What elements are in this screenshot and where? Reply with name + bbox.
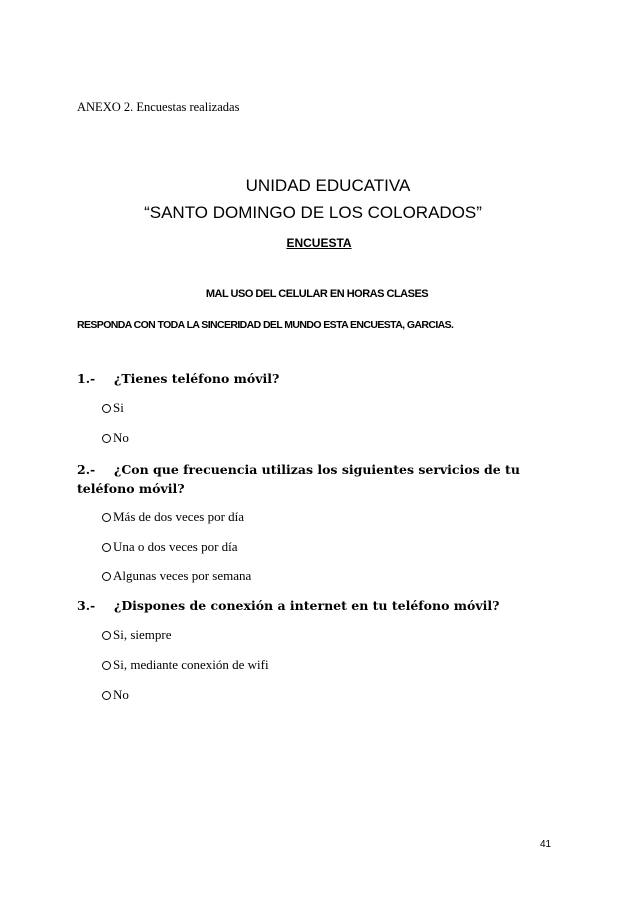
option-label: Si xyxy=(113,400,124,415)
survey-instruction: RESPONDA CON TODA LA SINCERIDAD DEL MUNDO ESTA ENCUESTA, GARCIAS. xyxy=(77,319,454,331)
option-q2-2[interactable] xyxy=(102,539,238,555)
school-name-line1: UNIDAD EDUCATIVA xyxy=(245,176,411,195)
school-name-line2: “SANTO DOMINGO DE LOS COLORADOS” xyxy=(144,203,482,222)
option-q3-2[interactable] xyxy=(102,657,269,673)
radio-icon[interactable] xyxy=(102,661,111,670)
question-text: ¿Con que frecuencia utilizas los siguientes servicios de tu teléfono móvil? xyxy=(77,462,520,496)
option-q1-2[interactable] xyxy=(102,430,129,446)
option-label: Una o dos veces por día xyxy=(113,539,238,554)
radio-icon[interactable] xyxy=(102,434,111,443)
option-label: Si, siempre xyxy=(113,627,172,642)
option-q1-1[interactable] xyxy=(102,400,124,416)
radio-icon[interactable] xyxy=(102,572,111,581)
question-2 xyxy=(77,460,557,498)
option-label: No xyxy=(113,430,129,445)
option-label: No xyxy=(113,687,129,702)
option-q3-3[interactable] xyxy=(102,687,129,703)
option-label: Algunas veces por semana xyxy=(113,568,252,583)
annex-heading: ANEXO 2. Encuestas realizadas xyxy=(77,100,240,114)
option-q3-1[interactable] xyxy=(102,627,172,643)
option-label: Si, mediante conexión de wifi xyxy=(113,657,269,672)
radio-icon[interactable] xyxy=(102,513,111,522)
radio-icon[interactable] xyxy=(102,543,111,552)
radio-icon[interactable] xyxy=(102,631,111,640)
option-q2-1[interactable] xyxy=(102,509,244,525)
question-number: 1.- xyxy=(77,371,96,386)
question-number: 2.- xyxy=(77,462,96,477)
question-text: ¿Dispones de conexión a internet en tu teléfono móvil? xyxy=(114,598,500,613)
radio-icon[interactable] xyxy=(102,404,111,413)
option-label: Más de dos veces por día xyxy=(113,509,245,524)
question-1 xyxy=(77,369,557,388)
option-q2-3[interactable] xyxy=(102,568,251,584)
question-number: 3.- xyxy=(77,598,96,613)
survey-subtitle: MAL USO DEL CELULAR EN HORAS CLASES xyxy=(205,288,429,300)
page-number: 41 xyxy=(540,839,552,850)
survey-title: ENCUESTA xyxy=(286,236,352,250)
question-text: ¿Tienes teléfono móvil? xyxy=(114,371,280,386)
question-3 xyxy=(77,596,557,615)
radio-icon[interactable] xyxy=(102,691,111,700)
